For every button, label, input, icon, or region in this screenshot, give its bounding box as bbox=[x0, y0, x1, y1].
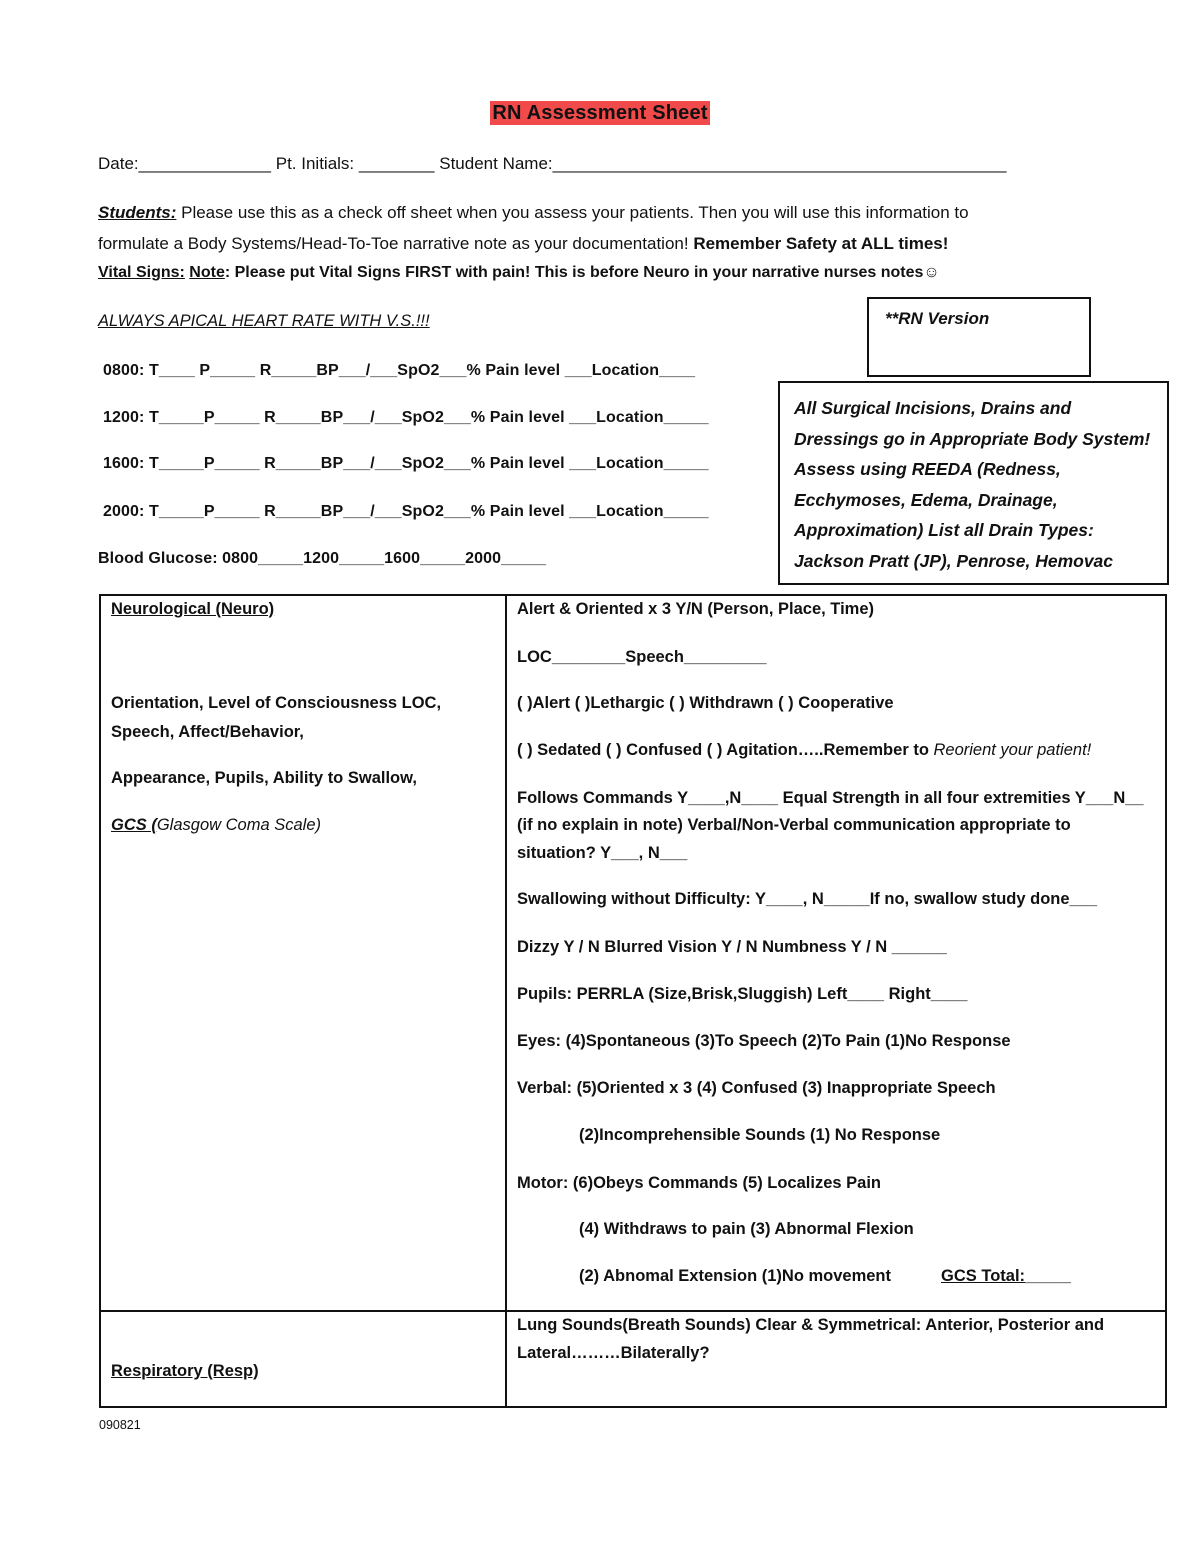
header-line bbox=[98, 154, 1006, 174]
gcs-verbal-1[interactable]: Verbal: (5)Oriented x 3 (4) Confused (3) Inappropriate Speech bbox=[517, 1079, 996, 1097]
instructions-text-1: Please use this as a check off sheet when you assess your patients. Then you will use this information to bbox=[176, 203, 969, 222]
vitals-row[interactable]: 1200: T_____P_____ R_____BP___/___SpO2___% Pain level ___Location_____ bbox=[103, 409, 709, 426]
neuro-heading: Neurological (Neuro) bbox=[111, 600, 275, 618]
vitals-row[interactable]: 1600: T_____P_____ R_____BP___/___SpO2___% Pain level ___Location_____ bbox=[103, 455, 709, 472]
gcs-motor-3[interactable]: (2) Abnomal Extension (1)No movement bbox=[579, 1267, 892, 1285]
communication-yn[interactable]: situation? Y___, N___ bbox=[517, 844, 688, 862]
neuro-checklist-cell bbox=[506, 595, 1166, 1311]
gcs-total[interactable] bbox=[941, 1267, 1071, 1286]
assessment-table bbox=[99, 594, 1167, 1408]
instructions-line-1 bbox=[98, 203, 969, 223]
gcs-total-blank[interactable]: _____ bbox=[1025, 1267, 1071, 1285]
neuro-desc-1: Orientation, Level of Consciousness LOC, bbox=[111, 694, 442, 712]
gcs-motor-1[interactable]: Motor: (6)Obeys Commands (5) Localizes Pain bbox=[517, 1174, 881, 1192]
loc-speech[interactable]: LOC________Speech_________ bbox=[517, 648, 767, 666]
instructions-text-2: formulate a Body Systems/Head-To-Toe narrative note as your documentation! bbox=[98, 234, 694, 253]
swallowing[interactable]: Swallowing without Difficulty: Y____, N_____If no, swallow study done___ bbox=[517, 890, 1098, 908]
vitals-row[interactable]: 0800: T____ P_____ R_____BP___/___SpO2___% Pain level ___Location____ bbox=[103, 362, 696, 379]
states-2-text: ( ) Sedated ( ) Confused ( ) Agitation…..Remember to bbox=[517, 741, 934, 759]
instructions-line-2 bbox=[98, 234, 948, 254]
gcs-eyes[interactable]: Eyes: (4)Spontaneous (3)To Speech (2)To Pain (1)No Response bbox=[517, 1032, 1011, 1050]
vital-note-text: : Please put Vital Signs FIRST with pain! This is before Neuro in your narrative nurses notes☺ bbox=[224, 264, 940, 281]
date-field[interactable]: Date:______________ bbox=[98, 154, 271, 173]
vitals-row[interactable]: 2000: T_____P_____ R_____BP___/___SpO2___% Pain level ___Location_____ bbox=[103, 503, 709, 520]
reorient-reminder: Reorient your patient! bbox=[933, 741, 1092, 759]
lung-sounds[interactable]: Lung Sounds(Breath Sounds) Clear & Symmetrical: Anterior, Posterior and bbox=[517, 1316, 1105, 1334]
resp-row bbox=[100, 1311, 1166, 1407]
rn-version-label: **RN Version bbox=[885, 309, 990, 328]
consciousness-states-2[interactable] bbox=[517, 741, 1091, 760]
rn-version-box bbox=[867, 297, 1091, 377]
resp-heading: Respiratory (Resp) bbox=[111, 1362, 259, 1380]
title-text: RN Assessment Sheet bbox=[492, 102, 708, 124]
vital-signs-note bbox=[98, 264, 940, 282]
apical-note: ALWAYS APICAL HEART RATE WITH V.S.!!! bbox=[98, 312, 430, 330]
neuro-row bbox=[100, 595, 1166, 1311]
gcs-label bbox=[111, 816, 321, 835]
neuro-desc-2: Speech, Affect/Behavior, bbox=[111, 723, 304, 741]
alert-oriented[interactable]: Alert & Oriented x 3 Y/N (Person, Place, Time) bbox=[517, 600, 875, 618]
gcs-total-label: GCS Total: bbox=[941, 1267, 1026, 1285]
pupils[interactable]: Pupils: PERRLA (Size,Brisk,Sluggish) Left____ Right____ bbox=[517, 985, 968, 1003]
neuro-desc-3: Appearance, Pupils, Ability to Swallow, bbox=[111, 769, 417, 787]
vital-signs-label: Vital Signs: bbox=[98, 264, 185, 281]
lung-sounds-bilateral[interactable]: Lateral………Bilaterally? bbox=[517, 1344, 710, 1362]
student-name-field[interactable]: Student Name:________________________________________________ bbox=[439, 154, 1007, 173]
gcs-full-name: Glasgow Coma Scale) bbox=[156, 816, 321, 834]
gcs-verbal-2[interactable]: (2)Incomprehensible Sounds (1) No Response bbox=[579, 1126, 941, 1144]
dizzy-vision-numbness[interactable]: Dizzy Y / N Blurred Vision Y / N Numbness Y / N ______ bbox=[517, 938, 947, 956]
communication-note: (if no explain in note) Verbal/Non-Verbal communication appropriate to bbox=[517, 816, 1071, 834]
blood-glucose-row[interactable]: Blood Glucose: 0800_____1200_____1600_____2000_____ bbox=[98, 550, 547, 567]
neuro-label-cell bbox=[100, 595, 506, 1311]
follows-commands[interactable]: Follows Commands Y____,N____ Equal Strength in all four extremities Y___N__ bbox=[517, 789, 1144, 807]
gcs-motor-2[interactable]: (4) Withdraws to pain (3) Abnormal Flexion bbox=[579, 1220, 914, 1238]
page-title bbox=[0, 102, 1200, 125]
surgical-note-box bbox=[778, 381, 1169, 585]
surgical-note-text: All Surgical Incisions, Drains and Dressings go in Appropriate Body System! Assess using REEDA (Redness, Ecchymoses, Edema, Drainage, Approximation) List all Drain Types: Jackson Pratt (JP), Penrose, Hemovac bbox=[794, 398, 1151, 571]
gcs-abbrev: GCS ( bbox=[111, 816, 157, 834]
note-label: Note bbox=[189, 264, 225, 281]
resp-label-cell bbox=[100, 1311, 506, 1407]
footer-code: 090821 bbox=[99, 1418, 141, 1432]
initials-field[interactable]: Pt. Initials: ________ bbox=[275, 154, 435, 173]
students-label: Students: bbox=[98, 203, 177, 222]
resp-checklist-cell bbox=[506, 1311, 1166, 1407]
safety-reminder: Remember Safety at ALL times! bbox=[693, 234, 949, 253]
consciousness-states-1[interactable]: ( )Alert ( )Lethargic ( ) Withdrawn ( ) Cooperative bbox=[517, 694, 894, 712]
